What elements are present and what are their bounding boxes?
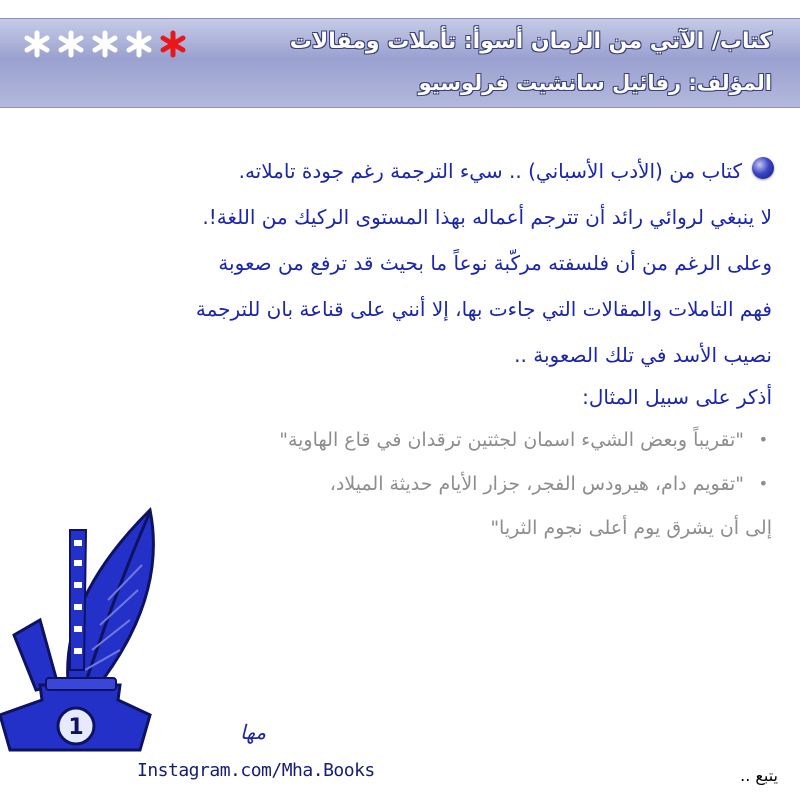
star-red-icon <box>158 29 188 59</box>
bullet-dot-icon: • <box>758 430 768 449</box>
review-line: وعلى الرغم من أن فلسفته مركّبة نوعاً ما بحيث قد ترفع من صعوبة <box>218 251 772 275</box>
instagram-link[interactable]: Instagram.com/Mha.Books <box>137 760 375 781</box>
bullet-icon <box>752 157 774 179</box>
review-line: نصيب الأسد في تلك الصعوبة .. <box>514 343 772 367</box>
continued-label: يتبع .. <box>740 766 778 785</box>
bullet-dot-icon: • <box>758 474 768 493</box>
example-heading: أذكر على سبيل المثال: <box>582 385 772 409</box>
rating-stars <box>22 27 188 61</box>
quote-text: إلى أن يشرق يوم أعلى نجوم الثريا" <box>490 517 772 539</box>
quote-text: "تقريباً وبعض الشيء اسمان لجثتين ترقدان في قاع الهاوية" <box>279 429 744 451</box>
quote-text: "تقويم دام، هيرودس الفجر، جزار الأيام حديثة الميلاد، <box>329 473 744 495</box>
book-author: المؤلف: رفائيل سانشيت فرلوسيو <box>418 71 772 95</box>
star-icon <box>90 29 120 59</box>
review-line: لا ينبغي لروائي رائد أن تترجم أعماله بهذا المستوى الركيك من اللغة!. <box>202 205 772 229</box>
review-paragraph <box>72 148 772 378</box>
star-icon <box>124 29 154 59</box>
quill-inkwell-logo-icon <box>0 500 190 760</box>
header-banner <box>0 18 800 108</box>
review-line: فهم التاملات والمقالات التي جاءت بها، إلا أنني على قناعة بان للترجمة <box>195 297 772 321</box>
signature: مها <box>240 720 267 744</box>
book-title: كتاب/ الآتي من الزمان أسوأ: تأملات ومقالات <box>289 29 772 54</box>
review-body <box>72 148 772 550</box>
logo-badge-number: 1 <box>68 715 84 740</box>
review-line: كتاب من (الأدب الأسباني) .. سيء الترجمة رغم جودة تاملاته. <box>238 159 742 183</box>
quote-item <box>72 418 772 462</box>
star-icon <box>56 29 86 59</box>
star-icon <box>22 29 52 59</box>
